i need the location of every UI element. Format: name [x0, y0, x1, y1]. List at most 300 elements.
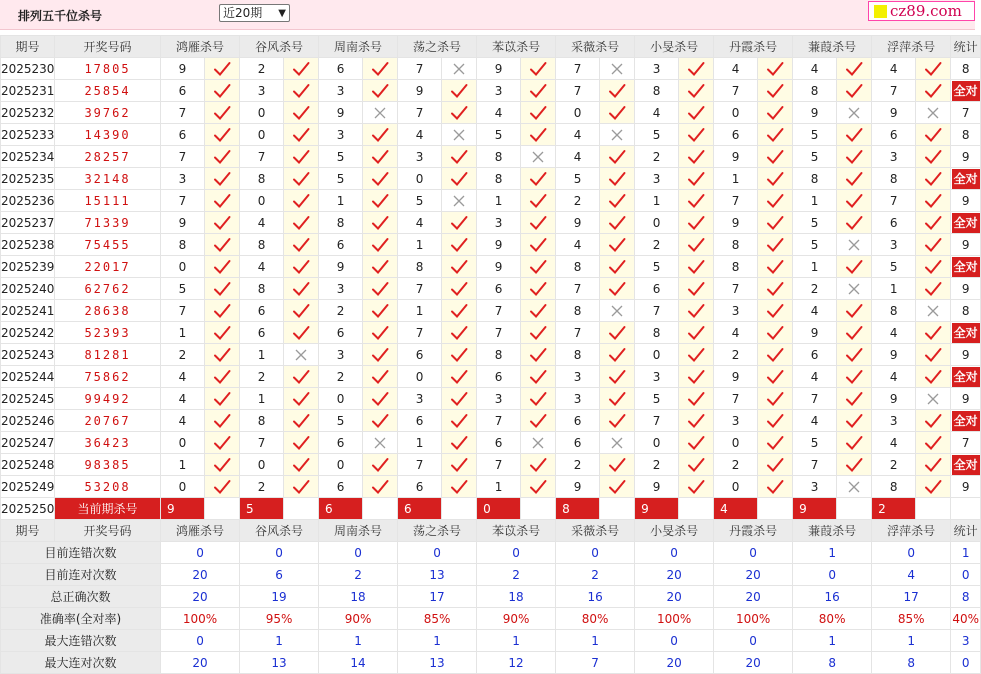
- check-icon: [213, 193, 231, 209]
- table-row: [1, 432, 981, 454]
- col-header-expert[interactable]: 小旻杀号: [635, 520, 714, 542]
- hit-mark: [205, 124, 240, 146]
- stats-value: 0: [635, 542, 714, 564]
- check-icon: [924, 171, 942, 187]
- issue-number: 2025242: [1, 322, 55, 344]
- kill-number: 1: [477, 190, 521, 212]
- row-stat: 7: [951, 432, 981, 454]
- hit-mark: [916, 344, 951, 366]
- kill-number: 3: [635, 168, 679, 190]
- hit-mark: [442, 344, 477, 366]
- stats-value: 20: [714, 564, 793, 586]
- col-header-expert[interactable]: 荡之杀号: [398, 520, 477, 542]
- hit-mark: [758, 278, 793, 300]
- kill-number: 9: [872, 102, 916, 124]
- kill-number: 4: [240, 256, 284, 278]
- kill-number: 9: [319, 102, 363, 124]
- draw-number: 14390: [55, 124, 161, 146]
- check-icon: [608, 259, 626, 275]
- table-row: [1, 410, 981, 432]
- check-icon: [292, 259, 310, 275]
- col-header-expert[interactable]: 鸿雁杀号: [161, 36, 240, 58]
- kill-number: 7: [161, 300, 205, 322]
- miss-mark: [916, 388, 951, 410]
- hit-mark: [363, 256, 398, 278]
- hit-mark: [442, 476, 477, 498]
- check-icon: [687, 83, 705, 99]
- kill-number: 0: [714, 432, 758, 454]
- col-header-expert[interactable]: 丹霞杀号: [714, 520, 793, 542]
- stats-value: 2: [556, 564, 635, 586]
- check-icon: [687, 149, 705, 165]
- stats-value: 1: [240, 630, 319, 652]
- check-icon: [924, 193, 942, 209]
- check-icon: [766, 149, 784, 165]
- issue-number: 2025239: [1, 256, 55, 278]
- check-icon: [213, 61, 231, 77]
- col-header-expert[interactable]: 苯苡杀号: [477, 36, 556, 58]
- check-icon: [213, 435, 231, 451]
- kill-number: 0: [240, 102, 284, 124]
- hit-mark: [284, 58, 319, 80]
- hit-mark: [837, 388, 872, 410]
- hit-mark: [442, 102, 477, 124]
- issue-number: 2025241: [1, 300, 55, 322]
- kill-number: 9: [714, 366, 758, 388]
- kill-number: 3: [240, 80, 284, 102]
- row-stat: 9: [951, 278, 981, 300]
- hit-mark: [521, 168, 556, 190]
- kill-number: 6: [319, 58, 363, 80]
- row-stat: [951, 322, 981, 344]
- table-row: [1, 344, 981, 366]
- hit-mark: [442, 410, 477, 432]
- row-stat: 8: [951, 58, 981, 80]
- cross-icon: [610, 62, 624, 76]
- stats-value: 90%: [477, 608, 556, 630]
- hit-mark: [284, 278, 319, 300]
- stats-value: 20: [714, 652, 793, 674]
- kill-number: 3: [872, 234, 916, 256]
- kill-number: 1: [714, 168, 758, 190]
- col-header-expert[interactable]: 采薇杀号: [556, 36, 635, 58]
- stats-value: 20: [161, 586, 240, 608]
- hit-mark: [284, 454, 319, 476]
- kill-number: 7: [161, 190, 205, 212]
- hit-mark: [916, 410, 951, 432]
- stats-value: 80%: [793, 608, 872, 630]
- check-icon: [608, 281, 626, 297]
- stats-value: 0: [398, 542, 477, 564]
- hit-mark: [521, 212, 556, 234]
- hit-mark: [679, 476, 714, 498]
- stats-value: 2: [477, 564, 556, 586]
- kill-number: 6: [872, 212, 916, 234]
- stats-value: 8: [872, 652, 951, 674]
- kill-number: 5: [556, 168, 600, 190]
- check-icon: [529, 127, 547, 143]
- check-icon: [845, 127, 863, 143]
- kill-number: 6: [319, 234, 363, 256]
- issue-number: 2025238: [1, 234, 55, 256]
- all-correct-badge: 全对: [952, 257, 980, 277]
- col-header-expert[interactable]: 采薇杀号: [556, 520, 635, 542]
- miss-mark: [837, 102, 872, 124]
- kill-number: 9: [477, 58, 521, 80]
- hit-mark: [758, 58, 793, 80]
- check-icon: [213, 149, 231, 165]
- hit-mark: [205, 212, 240, 234]
- kill-number: 4: [872, 366, 916, 388]
- hit-mark: [363, 366, 398, 388]
- kill-number: 3: [319, 278, 363, 300]
- kill-number: 1: [635, 190, 679, 212]
- check-icon: [608, 369, 626, 385]
- check-icon: [687, 391, 705, 407]
- hit-mark: [916, 146, 951, 168]
- kill-number: 0: [714, 476, 758, 498]
- check-icon: [213, 303, 231, 319]
- kill-number: 6: [319, 476, 363, 498]
- hit-mark: [205, 168, 240, 190]
- col-header-expert[interactable]: 周南杀号: [319, 36, 398, 58]
- check-icon: [845, 325, 863, 341]
- stats-value: 7: [556, 652, 635, 674]
- kill-number: 7: [477, 300, 521, 322]
- kill-number: 3: [398, 388, 442, 410]
- hit-mark: [758, 102, 793, 124]
- row-stat: [951, 366, 981, 388]
- check-icon: [292, 193, 310, 209]
- hit-mark: [679, 454, 714, 476]
- kill-number: 4: [556, 234, 600, 256]
- check-icon: [292, 127, 310, 143]
- check-icon: [450, 391, 468, 407]
- hit-mark: [521, 80, 556, 102]
- hit-mark: [205, 300, 240, 322]
- hit-mark: [363, 124, 398, 146]
- draw-number: 22017: [55, 256, 161, 278]
- check-icon: [924, 325, 942, 341]
- check-icon: [371, 215, 389, 231]
- current-kill-blank: [679, 498, 714, 520]
- col-header-expert[interactable]: 鸿雁杀号: [161, 520, 240, 542]
- miss-mark: [916, 300, 951, 322]
- col-header-expert[interactable]: 苯苡杀号: [477, 520, 556, 542]
- current-kill-number: 6: [319, 498, 363, 520]
- kill-number: 1: [240, 388, 284, 410]
- col-header-expert[interactable]: 谷风杀号: [240, 520, 319, 542]
- kill-number: 3: [635, 366, 679, 388]
- kill-number: 4: [240, 212, 284, 234]
- kill-number: 7: [477, 410, 521, 432]
- site-logo[interactable]: [868, 1, 975, 21]
- stats-value: 16: [556, 586, 635, 608]
- col-header-expert[interactable]: 蒹葭杀号: [793, 36, 872, 58]
- stats-value: 18: [319, 586, 398, 608]
- kill-number: 7: [161, 146, 205, 168]
- kill-number: 4: [556, 124, 600, 146]
- current-kill-number: 5: [240, 498, 284, 520]
- kill-number: 3: [477, 80, 521, 102]
- hit-mark: [205, 322, 240, 344]
- hit-mark: [284, 102, 319, 124]
- kill-number: 0: [240, 190, 284, 212]
- draw-number: 52393: [55, 322, 161, 344]
- check-icon: [529, 391, 547, 407]
- hit-mark: [600, 234, 635, 256]
- current-stat-blank: [951, 498, 981, 520]
- hit-mark: [758, 432, 793, 454]
- kill-number: 5: [635, 388, 679, 410]
- check-icon: [529, 303, 547, 319]
- check-icon: [292, 105, 310, 121]
- hit-mark: [916, 58, 951, 80]
- hit-mark: [205, 58, 240, 80]
- kill-number: 0: [240, 454, 284, 476]
- stats-value: 100%: [714, 608, 793, 630]
- hit-mark: [758, 146, 793, 168]
- draw-number: 75862: [55, 366, 161, 388]
- col-header-expert[interactable]: 丹霞杀号: [714, 36, 793, 58]
- col-header-expert[interactable]: 周南杀号: [319, 520, 398, 542]
- check-icon: [845, 457, 863, 473]
- draw-number: 62762: [55, 278, 161, 300]
- stats-value: 85%: [872, 608, 951, 630]
- col-header-expert[interactable]: 荡之杀号: [398, 36, 477, 58]
- stats-label: 准确率(全对率): [1, 608, 161, 630]
- check-icon: [529, 61, 547, 77]
- check-icon: [529, 105, 547, 121]
- kill-number: 6: [556, 410, 600, 432]
- stats-total: 1: [951, 542, 981, 564]
- issue-number: 2025235: [1, 168, 55, 190]
- hit-mark: [284, 300, 319, 322]
- stats-value: 17: [398, 586, 477, 608]
- header-row: [1, 520, 981, 542]
- current-period-row: [1, 498, 981, 520]
- current-kill-blank: [916, 498, 951, 520]
- stats-value: 1: [398, 630, 477, 652]
- kill-number: 6: [635, 278, 679, 300]
- kill-number: 8: [872, 476, 916, 498]
- check-icon: [371, 369, 389, 385]
- check-icon: [766, 61, 784, 77]
- kill-number: 9: [161, 58, 205, 80]
- current-kill-blank: [442, 498, 477, 520]
- hit-mark: [363, 322, 398, 344]
- hit-mark: [679, 168, 714, 190]
- check-icon: [845, 83, 863, 99]
- check-icon: [292, 391, 310, 407]
- current-kill-number: 9: [161, 498, 205, 520]
- kill-number: 3: [556, 388, 600, 410]
- kill-number: 2: [714, 454, 758, 476]
- check-icon: [845, 435, 863, 451]
- kill-number: 3: [635, 58, 679, 80]
- page-title: 排列五千位杀号: [18, 9, 103, 23]
- check-icon: [371, 61, 389, 77]
- hit-mark: [284, 366, 319, 388]
- col-header-draw: 开奖号码: [55, 520, 161, 542]
- check-icon: [213, 105, 231, 121]
- kill-number: 6: [161, 80, 205, 102]
- hit-mark: [679, 300, 714, 322]
- kill-number: 1: [398, 432, 442, 454]
- table-row: [1, 278, 981, 300]
- kill-number: 0: [635, 344, 679, 366]
- check-icon: [450, 215, 468, 231]
- col-header-expert[interactable]: 浮萍杀号: [872, 36, 951, 58]
- check-icon: [371, 347, 389, 363]
- check-icon: [687, 193, 705, 209]
- hit-mark: [758, 410, 793, 432]
- miss-mark: [442, 190, 477, 212]
- miss-mark: [442, 58, 477, 80]
- stats-value: 0: [319, 542, 398, 564]
- kill-number: 8: [240, 168, 284, 190]
- hit-mark: [758, 344, 793, 366]
- kill-number: 0: [714, 102, 758, 124]
- kill-number: 2: [714, 344, 758, 366]
- col-header-expert[interactable]: 蒹葭杀号: [793, 520, 872, 542]
- hit-mark: [916, 256, 951, 278]
- kill-number: 6: [398, 344, 442, 366]
- table-row: [1, 80, 981, 102]
- kill-number: 7: [556, 322, 600, 344]
- hit-mark: [837, 454, 872, 476]
- col-header-expert[interactable]: 谷风杀号: [240, 36, 319, 58]
- hit-mark: [916, 454, 951, 476]
- kill-number: 3: [319, 344, 363, 366]
- current-kill-blank: [758, 498, 793, 520]
- kill-number: 8: [714, 256, 758, 278]
- kill-number: 8: [240, 234, 284, 256]
- kill-number: 5: [319, 168, 363, 190]
- stats-label: 目前连对次数: [1, 564, 161, 586]
- cross-icon: [610, 304, 624, 318]
- check-icon: [371, 303, 389, 319]
- all-correct-badge: 全对: [952, 213, 980, 233]
- miss-mark: [837, 234, 872, 256]
- issue-number: 2025247: [1, 432, 55, 454]
- kill-number: 0: [240, 124, 284, 146]
- hit-mark: [284, 146, 319, 168]
- cross-icon: [926, 392, 940, 406]
- check-icon: [845, 215, 863, 231]
- hit-mark: [837, 256, 872, 278]
- stats-value: 0: [793, 564, 872, 586]
- hit-mark: [363, 300, 398, 322]
- table-row: [1, 366, 981, 388]
- check-icon: [292, 61, 310, 77]
- hit-mark: [837, 410, 872, 432]
- current-kill-label: 当前期杀号: [55, 498, 161, 520]
- kill-number: 6: [477, 278, 521, 300]
- col-header-expert[interactable]: 小旻杀号: [635, 36, 714, 58]
- stats-value: 0: [635, 630, 714, 652]
- hit-mark: [600, 190, 635, 212]
- cross-icon: [452, 62, 466, 76]
- issue-number: 2025236: [1, 190, 55, 212]
- hit-mark: [363, 388, 398, 410]
- logo-text: cz89.com: [890, 2, 962, 20]
- issue-number: 2025237: [1, 212, 55, 234]
- stats-value: 20: [161, 652, 240, 674]
- check-icon: [213, 237, 231, 253]
- check-icon: [529, 369, 547, 385]
- kill-number: 0: [319, 454, 363, 476]
- hit-mark: [442, 168, 477, 190]
- hit-mark: [758, 300, 793, 322]
- current-kill-number: 9: [793, 498, 837, 520]
- stats-total: 3: [951, 630, 981, 652]
- stats-row: [1, 542, 981, 564]
- check-icon: [450, 259, 468, 275]
- stats-value: 0: [161, 630, 240, 652]
- check-icon: [292, 325, 310, 341]
- hit-mark: [205, 102, 240, 124]
- stats-value: 16: [793, 586, 872, 608]
- draw-number: 53208: [55, 476, 161, 498]
- col-header-expert[interactable]: 浮萍杀号: [872, 520, 951, 542]
- cross-icon: [610, 436, 624, 450]
- check-icon: [687, 259, 705, 275]
- kill-number: 8: [635, 80, 679, 102]
- stats-value: 14: [319, 652, 398, 674]
- all-correct-badge: 全对: [952, 455, 980, 475]
- hit-mark: [679, 256, 714, 278]
- hit-mark: [205, 278, 240, 300]
- row-stat: [951, 454, 981, 476]
- period-select[interactable]: [219, 4, 290, 22]
- kill-number: 6: [319, 322, 363, 344]
- check-icon: [924, 61, 942, 77]
- check-icon: [766, 479, 784, 495]
- check-icon: [687, 413, 705, 429]
- hit-mark: [679, 212, 714, 234]
- hit-mark: [600, 80, 635, 102]
- kill-number: 8: [872, 300, 916, 322]
- check-icon: [766, 369, 784, 385]
- check-icon: [608, 83, 626, 99]
- kill-number: 7: [477, 454, 521, 476]
- check-icon: [766, 325, 784, 341]
- kill-number: 1: [793, 256, 837, 278]
- check-icon: [687, 281, 705, 297]
- miss-mark: [442, 124, 477, 146]
- kill-number: 4: [714, 58, 758, 80]
- check-icon: [371, 149, 389, 165]
- check-icon: [608, 457, 626, 473]
- check-icon: [213, 413, 231, 429]
- table-row: [1, 212, 981, 234]
- check-icon: [292, 369, 310, 385]
- stats-value: 1: [872, 630, 951, 652]
- current-kill-blank: [600, 498, 635, 520]
- check-icon: [766, 127, 784, 143]
- check-icon: [924, 413, 942, 429]
- kill-number: 8: [793, 80, 837, 102]
- hit-mark: [837, 366, 872, 388]
- check-icon: [608, 215, 626, 231]
- miss-mark: [521, 432, 556, 454]
- hit-mark: [600, 476, 635, 498]
- kill-number: 9: [477, 256, 521, 278]
- kill-number: 4: [398, 124, 442, 146]
- draw-number: 20767: [55, 410, 161, 432]
- all-correct-badge: 全对: [952, 411, 980, 431]
